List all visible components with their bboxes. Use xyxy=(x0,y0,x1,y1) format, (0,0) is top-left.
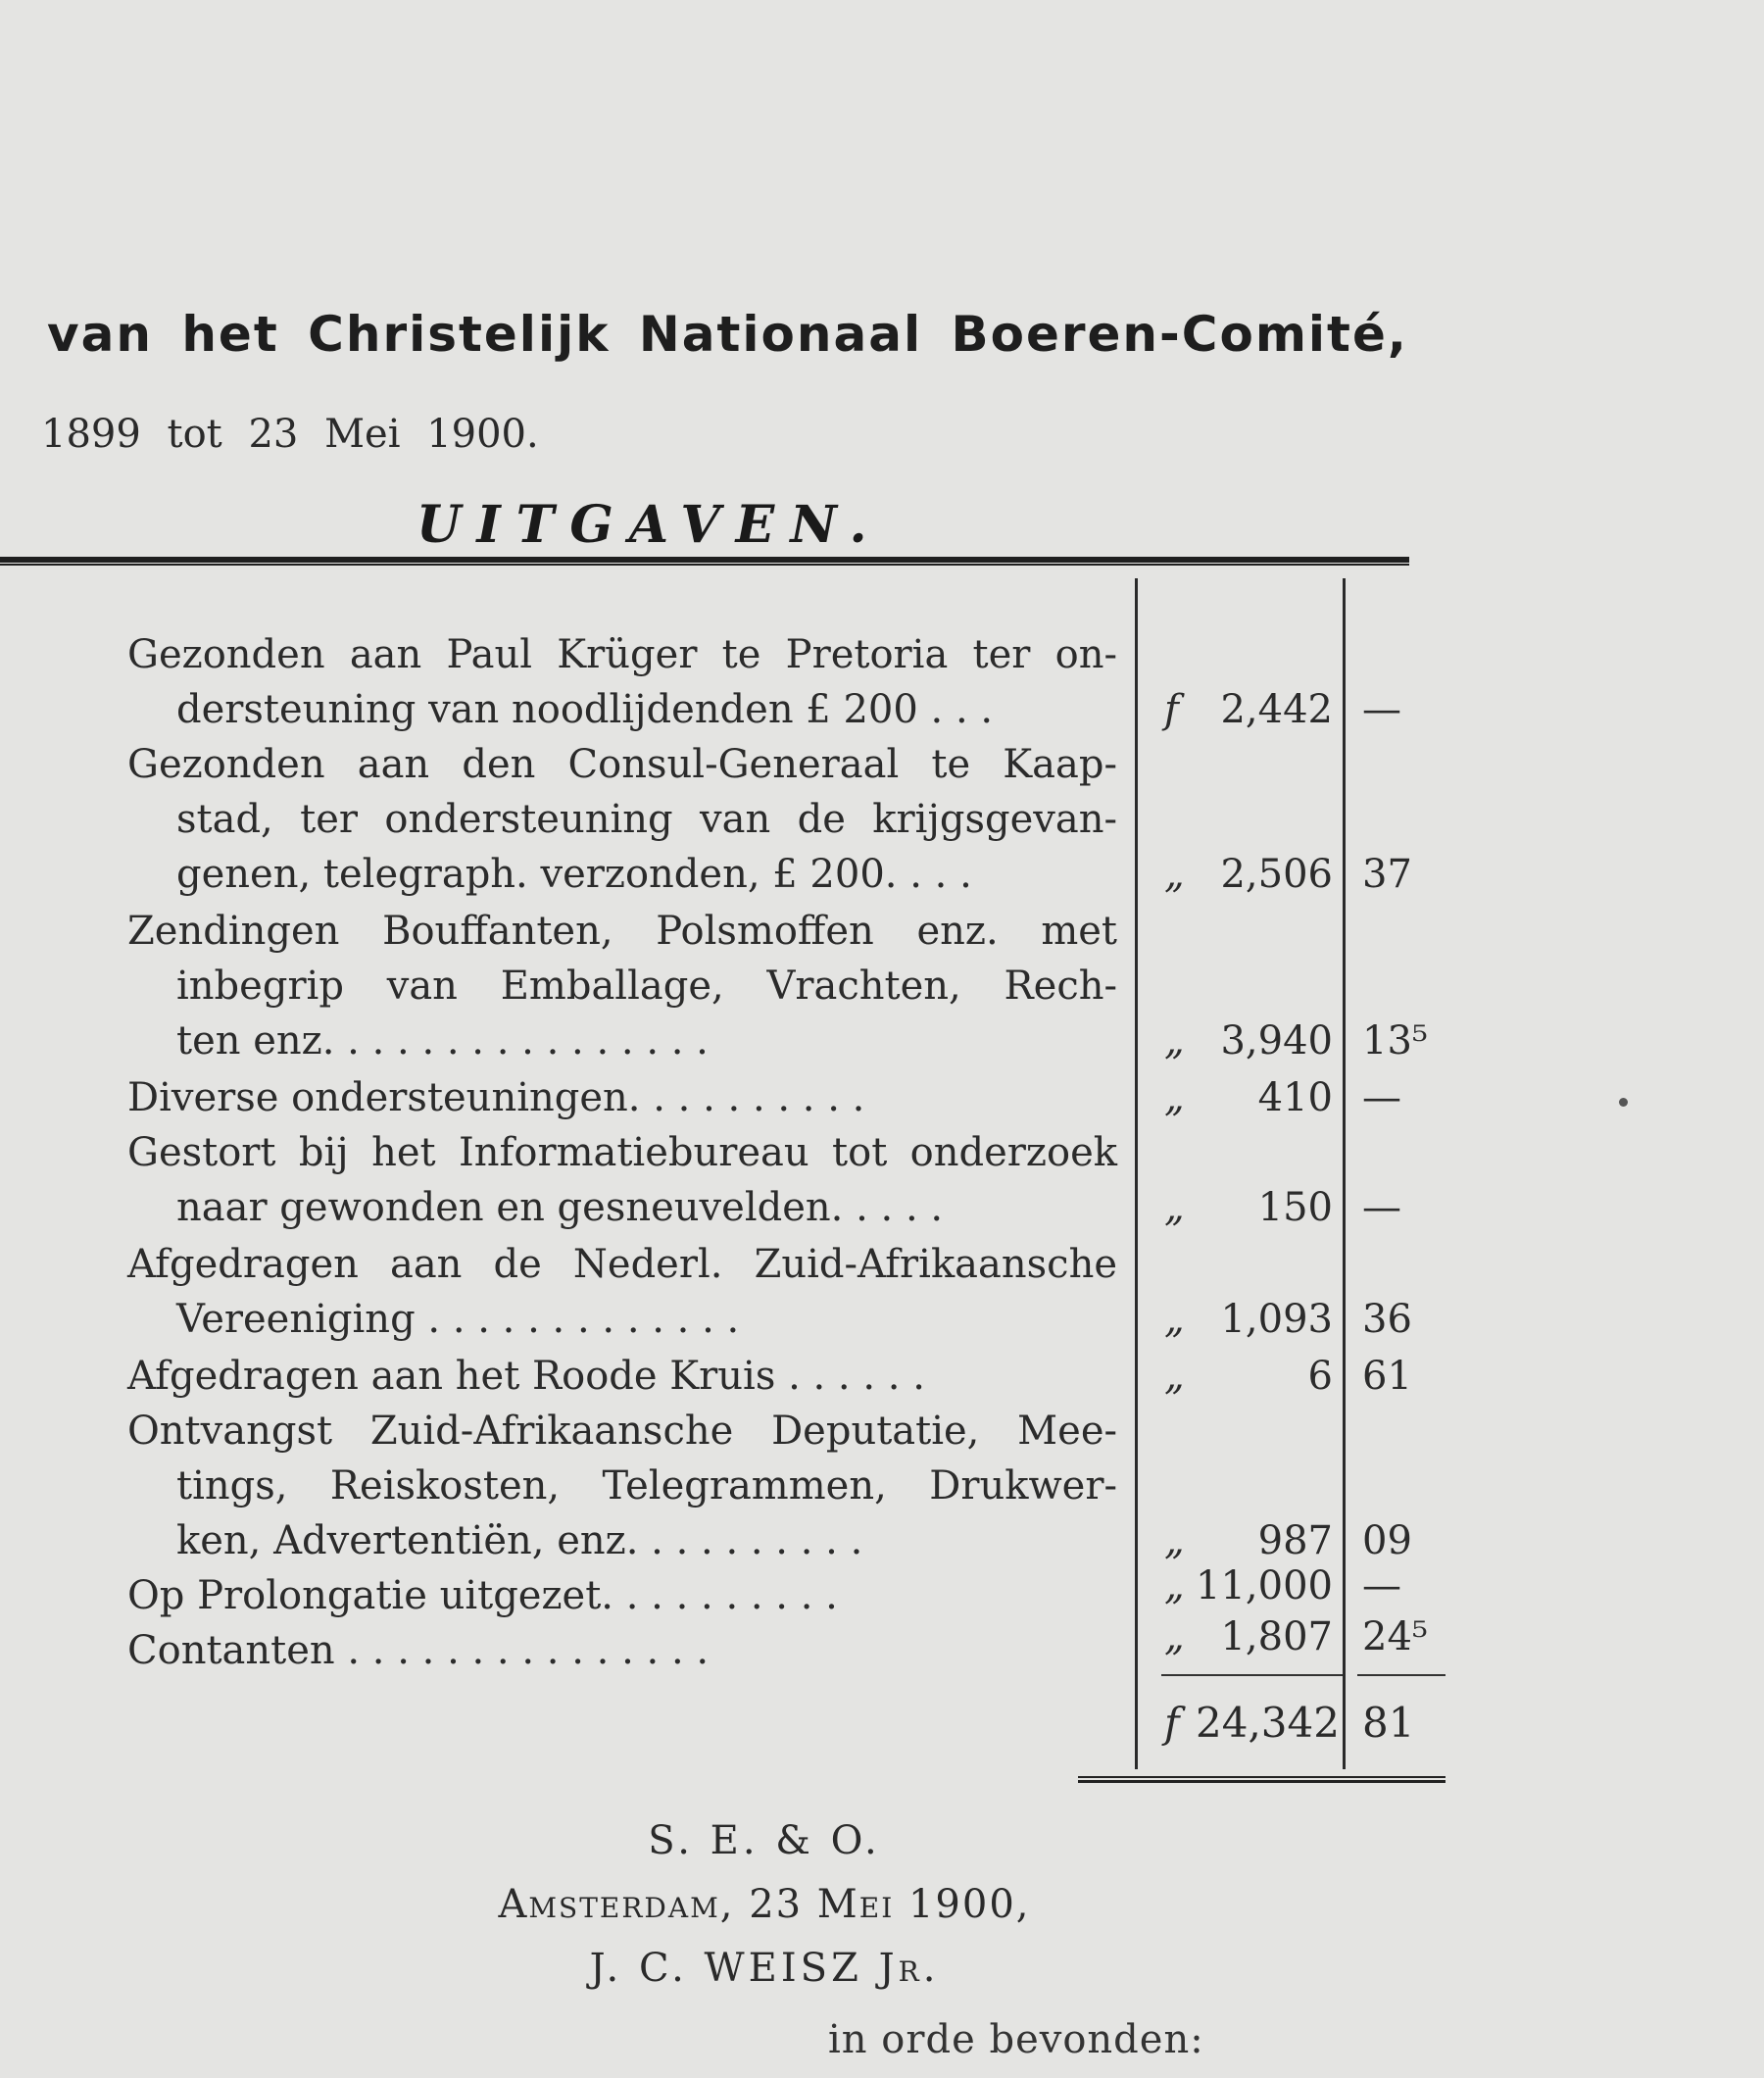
entry-line: Gestort bij het Informatiebureau tot onderzoek xyxy=(127,1130,1117,1175)
entry-description xyxy=(127,1237,1117,1347)
entry-cents: — xyxy=(1362,1075,1401,1120)
entry-line: Contanten . . . . . . . . . . . . . . . xyxy=(127,1628,710,1673)
entry-description xyxy=(127,1125,1117,1235)
ink-speck xyxy=(1619,1098,1628,1107)
entry-cents: 09 xyxy=(1362,1518,1412,1563)
entry-line: ten enz. . . . . . . . . . . . . . . . xyxy=(176,1018,709,1064)
currency-marker: „ xyxy=(1164,1563,1185,1608)
entry-line: inbegrip van Emballage, Vrachten, Rech- xyxy=(176,964,1117,1009)
entry-cents: 61 xyxy=(1362,1354,1412,1399)
total-amount: 24,342 xyxy=(1196,1699,1340,1747)
entry-line: ken, Advertentiën, enz. . . . . . . . . . xyxy=(176,1518,863,1563)
period-line: 1899 tot 23 Mei 1900. xyxy=(41,412,539,457)
entry-amount: 150 xyxy=(1257,1185,1333,1230)
entry-line: Afgedragen aan het Roode Kruis . . . . . . xyxy=(127,1354,925,1399)
entry-description xyxy=(127,1568,1117,1623)
entry-amount: 987 xyxy=(1257,1518,1333,1563)
entry-line: Diverse ondersteuningen. . . . . . . . . . xyxy=(127,1075,865,1120)
currency-marker: „ xyxy=(1164,1297,1185,1342)
entry-amount: 410 xyxy=(1257,1075,1333,1120)
signature-firm: S. E. & O. xyxy=(648,1818,881,1863)
entry-line: dersteuning van noodlijdenden £ 200 . . . xyxy=(176,687,994,732)
entry-amount: 2,506 xyxy=(1220,852,1333,897)
entry-description xyxy=(127,1623,1117,1678)
entry-line: stad, ter ondersteuning van de krijgsgevan- xyxy=(176,797,1117,842)
total-cents: 81 xyxy=(1362,1699,1415,1747)
currency-marker: „ xyxy=(1164,1614,1185,1659)
entry-description xyxy=(127,1070,1117,1125)
currency-marker: „ xyxy=(1164,1185,1185,1230)
column-divider-amount xyxy=(1135,578,1138,1769)
entry-cents: — xyxy=(1362,1185,1401,1230)
entry-line: tings, Reiskosten, Telegrammen, Drukwer- xyxy=(176,1463,1117,1509)
entry-amount: 3,940 xyxy=(1220,1018,1333,1064)
entry-line: Zendingen Bouffanten, Polsmoffen enz. met xyxy=(127,909,1117,954)
signature-place-date: Amsterdam, 23 Mei 1900, xyxy=(498,1882,1031,1927)
entry-amount: 1,093 xyxy=(1220,1297,1333,1342)
column-divider-cents xyxy=(1343,578,1346,1769)
entry-description xyxy=(127,737,1117,902)
section-title: UITGAVEN. xyxy=(416,495,883,555)
entry-cents: — xyxy=(1362,1563,1401,1608)
entry-amount: 2,442 xyxy=(1220,687,1333,732)
currency-marker: f xyxy=(1164,687,1179,732)
entry-amount: 6 xyxy=(1307,1354,1333,1399)
entry-line: genen, telegraph. verzonden, £ 200. . . . xyxy=(176,852,972,897)
currency-marker: „ xyxy=(1164,1075,1185,1120)
closing-double-rule xyxy=(1078,1776,1446,1783)
entry-description xyxy=(127,1404,1117,1568)
entry-cents: — xyxy=(1362,687,1401,732)
entry-amount: 1,807 xyxy=(1220,1614,1333,1659)
entry-line: Afgedragen aan de Nederl. Zuid-Afrikaansche xyxy=(127,1242,1117,1287)
currency-marker: „ xyxy=(1164,1354,1185,1399)
entry-line: Gezonden aan Paul Krüger te Pretoria ter on- xyxy=(127,632,1117,677)
entry-line: naar gewonden en gesneuvelden. . . . . xyxy=(176,1185,944,1230)
entry-cents: 13⁵ xyxy=(1362,1018,1428,1064)
total-currency-marker: f xyxy=(1164,1699,1180,1747)
entry-line: Gezonden aan den Consul-Generaal te Kaap- xyxy=(127,742,1117,787)
entry-amount: 11,000 xyxy=(1196,1563,1333,1608)
entry-cents: 36 xyxy=(1362,1297,1412,1342)
entry-line: Ontvangst Zuid-Afrikaansche Deputatie, Mee- xyxy=(127,1409,1117,1454)
entry-line: Op Prolongatie uitgezet. . . . . . . . . . xyxy=(127,1573,838,1618)
entry-cents: 24⁵ xyxy=(1362,1614,1428,1659)
entry-cents: 37 xyxy=(1362,852,1412,897)
currency-marker: „ xyxy=(1164,1518,1185,1563)
entry-description xyxy=(127,1349,1117,1404)
signature-name: J. C. WEISZ Jr. xyxy=(589,1946,940,1991)
amount-total-rule xyxy=(1161,1674,1343,1676)
audit-footnote: in orde bevonden: xyxy=(828,2017,1204,2062)
entry-description xyxy=(127,904,1117,1068)
top-rule xyxy=(0,557,1409,566)
committee-heading: van het Christelijk Nationaal Boeren-Comité, xyxy=(47,306,1408,363)
cents-total-rule xyxy=(1357,1674,1446,1676)
currency-marker: „ xyxy=(1164,1018,1185,1064)
entry-description xyxy=(127,627,1117,737)
currency-marker: „ xyxy=(1164,852,1185,897)
entry-line: Vereeniging . . . . . . . . . . . . . xyxy=(176,1297,740,1342)
